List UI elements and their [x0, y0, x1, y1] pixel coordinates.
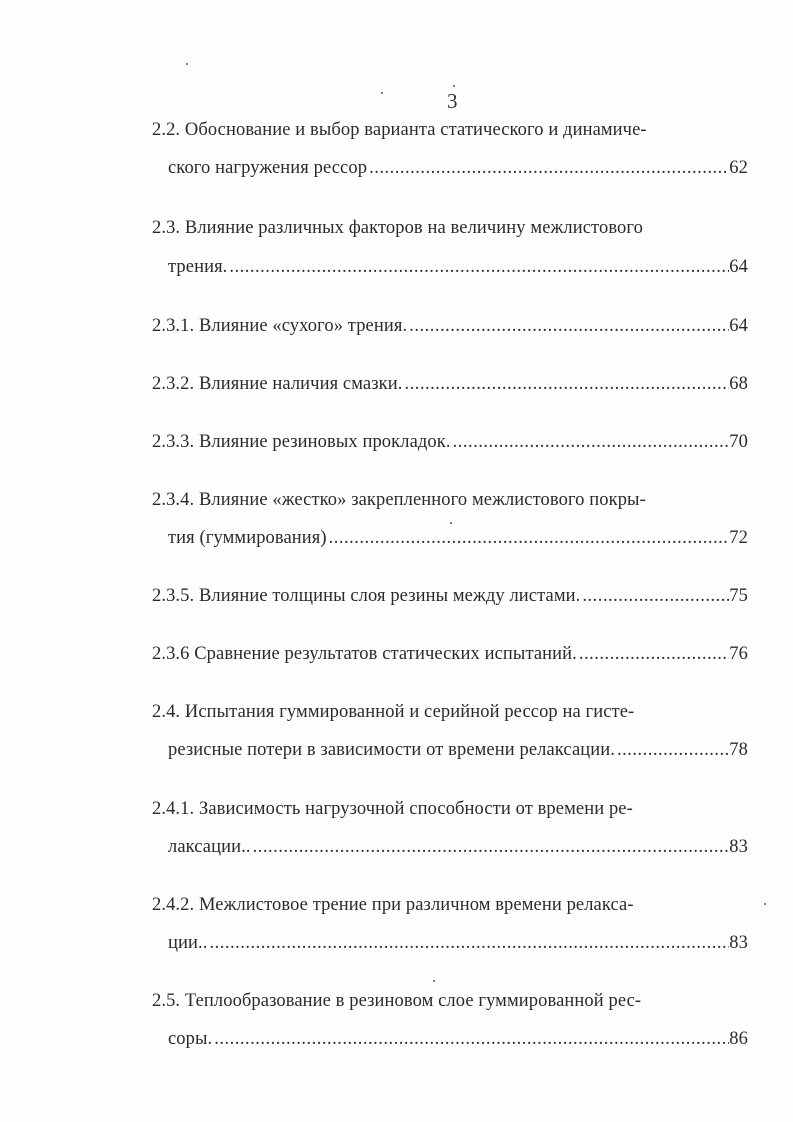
- toc-entry-text: лаксации..: [168, 837, 251, 857]
- leader-dots: [407, 313, 729, 339]
- toc-page-number: 83: [729, 933, 748, 953]
- toc-entry-2-4-1-line-1: 2.4.1. Зависимость нагрузочной способности от времени ре-: [152, 799, 633, 819]
- leader-dots: [580, 583, 729, 609]
- toc-entry-2-4-2-line-1: 2.4.2. Межлистовое трение при различном времени релакса-: [152, 895, 634, 915]
- scan-speck: [433, 980, 435, 982]
- toc-page-number: 72: [729, 528, 748, 548]
- toc-entry-2-4-1-line-2[interactable]: [168, 834, 748, 860]
- toc-entry-2-5-line-1: 2.5. Теплообразование в резиновом слое гуммированной рес-: [152, 991, 642, 1011]
- toc-page-number: 78: [729, 740, 748, 760]
- toc-entry-2-3-4-line-2[interactable]: [168, 525, 748, 551]
- toc-page-number: 76: [729, 644, 748, 664]
- toc-entry-2-3-5[interactable]: [152, 583, 748, 609]
- toc-entry-text: 2.3.5. Влияние толщины слоя резины между листами.: [152, 586, 581, 606]
- scan-speck: [764, 903, 766, 905]
- toc-entry-2-4-line-1: 2.4. Испытания гуммированной и серийной рессор на гисте-: [152, 702, 635, 722]
- toc-page-number: 75: [729, 586, 748, 606]
- toc-page-number: 70: [729, 432, 748, 452]
- leader-dots: [327, 525, 730, 551]
- toc-page-number: 64: [729, 257, 748, 277]
- leader-dots: [227, 254, 729, 280]
- toc-entry-2-3-2[interactable]: [152, 371, 748, 397]
- leader-dots: [207, 930, 729, 956]
- toc-entry-2-5-line-2[interactable]: [168, 1026, 748, 1052]
- toc-entry-2-3-line-1: 2.3. Влияние различных факторов на величину межлистового: [152, 218, 643, 238]
- leader-dots: [402, 371, 729, 397]
- toc-entry-2-3-4-line-1: 2.3.4. Влияние «жестко» закрепленного межлистового покры-: [152, 490, 646, 510]
- toc-entry-text: трения.: [168, 257, 228, 277]
- toc-entry-text: резисные потери в зависимости от времени релаксации.: [168, 740, 615, 760]
- toc-entry-2-3-6[interactable]: [152, 641, 748, 667]
- leader-dots: [212, 1026, 729, 1052]
- toc-entry-2-2-line-1: 2.2. Обоснование и выбор варианта статического и динамиче-: [152, 120, 647, 140]
- leader-dots: [367, 155, 729, 181]
- toc-page-number: 68: [729, 374, 748, 394]
- toc-entry-text: 2.3.2. Влияние наличия смазки.: [152, 374, 403, 394]
- toc-entry-text: 2.3.3. Влияние резиновых прокладок.: [152, 432, 451, 452]
- toc-entry-text: соры.: [168, 1029, 213, 1049]
- leader-dots: [451, 429, 730, 455]
- leader-dots: [615, 737, 729, 763]
- toc-entry-2-3-3[interactable]: [152, 429, 748, 455]
- toc-page-number: 83: [729, 837, 748, 857]
- scan-speck: [450, 522, 452, 524]
- scan-speck: [186, 63, 188, 65]
- leader-dots: [577, 641, 729, 667]
- toc-entry-text: ского нагружения рессор: [168, 158, 368, 178]
- toc-entry-text: 2.3.6 Сравнение результатов статических испытаний.: [152, 644, 577, 664]
- toc-page-number: 86: [729, 1029, 748, 1049]
- toc-entry-text: ции..: [168, 933, 208, 953]
- toc-page-number: 64: [729, 316, 748, 336]
- toc-entry-text: 2.3.1. Влияние «сухого» трения.: [152, 316, 408, 336]
- leader-dots: [251, 834, 730, 860]
- toc-entry-text: тия (гуммирования): [168, 528, 327, 548]
- toc-entry-2-3-1[interactable]: [152, 313, 748, 339]
- toc-entry-2-2-line-2[interactable]: [168, 155, 748, 181]
- page-number: 3: [447, 89, 458, 113]
- toc-page-number: 62: [729, 158, 748, 178]
- scan-speck: [381, 92, 383, 94]
- toc-entry-2-4-line-2[interactable]: [168, 737, 748, 763]
- scan-speck: [453, 85, 455, 87]
- toc-entry-2-4-2-line-2[interactable]: [168, 930, 748, 956]
- toc-entry-2-3-line-2[interactable]: [168, 254, 748, 280]
